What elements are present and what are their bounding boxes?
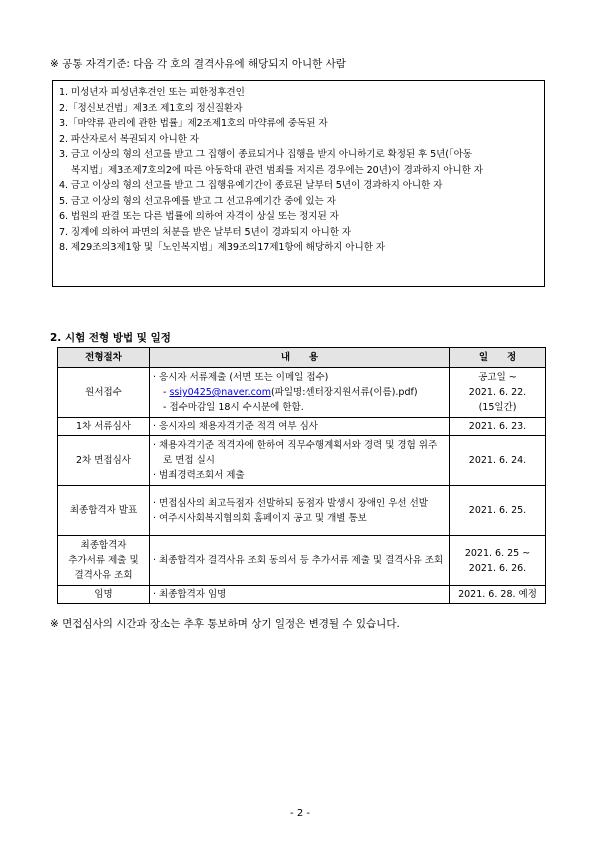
- section-title: 2. 시험 전형 방법 및 일정: [50, 332, 171, 344]
- table-row: [58, 586, 546, 604]
- date-cell: [450, 536, 546, 586]
- step-line: 추가서류 제출 및: [68, 555, 139, 566]
- content-line: [153, 385, 446, 400]
- step-cell: 2차 면접심사: [58, 436, 150, 486]
- step-cell: 최종합격자 발표: [58, 486, 150, 536]
- content-line: · 여주시사회복지협의회 홈페이지 공고 및 개별 통보: [153, 512, 367, 524]
- date-cell: 2021. 6. 24.: [450, 436, 546, 486]
- step-cell: [58, 536, 150, 586]
- qualification-item-1: 1. 미성년자 피성년후견인 또는 피한정후견인: [59, 87, 245, 98]
- interview-note: ※ 면접심사의 시간과 장소는 추후 통보하며 상기 일정은 변경될 수 있습니다.: [50, 618, 400, 630]
- content-line: · 채용자격기준 적격자에 한하여 직무수행계획서와 경력 및 경험 위주로 면접 실시: [153, 440, 438, 466]
- qualification-item-10: 8. 제29조의3제1항 및「노인복지법」제39조의17제1항에 해당하지 아니한 자: [59, 242, 385, 253]
- common-qualification-note: ※ 공통 자격기준: 다음 각 호의 결격사유에 해당되지 아니한 사람: [50, 58, 346, 70]
- content-cell: [150, 586, 450, 604]
- date-line: 공고일 ~: [478, 372, 517, 383]
- qualification-item-5: [59, 147, 544, 178]
- step-cell: 1차 서류심사: [58, 418, 150, 436]
- qualification-item-9: 7. 징계에 의하여 파면의 처분을 받은 날부터 5년이 경과되지 아니한 자: [59, 226, 351, 238]
- content-line: · 최종합격자 임명: [153, 589, 227, 600]
- table-row: [58, 368, 546, 418]
- qualification-item-5-line1: 3. 금고 이상의 형의 선고를 받고 그 집행이 종료되거나 집행을 받지 아니하기로 확정된 후 5년(「아동: [59, 149, 472, 160]
- qualification-item-7: 5. 금고 이상의 형의 선고유예를 받고 그 선고유예기간 중에 있는 자: [59, 195, 336, 207]
- email-link[interactable]: ssiy0425@naver.com: [169, 387, 271, 398]
- qualification-item-4: 2. 파산자로서 복권되지 아니한 자: [59, 133, 199, 145]
- content-cell: [150, 368, 450, 418]
- date-line: 2021. 6. 25 ~: [464, 547, 531, 559]
- qualification-item-2: 2.「정신보건법」제3조 제1호의 정신질환자: [59, 102, 243, 114]
- dash-prefix: -: [163, 387, 170, 398]
- date-cell: 2021. 6. 25.: [450, 486, 546, 536]
- header-step: 전형절차: [58, 348, 150, 368]
- content-line: · 범죄경력조회서 제출: [153, 470, 245, 481]
- step-cell: 임명: [58, 586, 150, 604]
- date-line: (15일간): [478, 402, 517, 413]
- date-line: 2021. 6. 22.: [468, 387, 527, 398]
- content-cell: [150, 536, 450, 586]
- step-cell: 원서접수: [58, 368, 150, 418]
- qualification-item-3: 3.「마약류 관리에 관한 법률」제2조제1호의 마약류에 중독된 자: [59, 118, 328, 129]
- table-row: [58, 436, 546, 486]
- content-line: · 응시자의 채용자격기준 적격 여부 심사: [153, 421, 318, 432]
- qualification-item-6: 4. 금고 이상의 형의 선고를 받고 그 집행유예기간이 종료된 날부터 5년이 경과하지 아니한 자: [59, 180, 443, 191]
- step-line: 최종합격자: [80, 540, 127, 551]
- content-cell: [150, 418, 450, 436]
- step-line: 결격사유 조회: [74, 570, 133, 581]
- content-line: · 면접심사의 최고득점자 선발하되 동점자 발생시 장애인 우선 선발: [153, 497, 428, 509]
- date-cell: [450, 368, 546, 418]
- qualification-item-8: 6. 법원의 판결 또는 다른 법률에 의하여 자격이 상실 또는 정지된 자: [59, 211, 339, 222]
- table-row: [58, 486, 546, 536]
- filename-text: (파일명:센터장지원서류(이름).pdf): [270, 387, 418, 398]
- header-content: 내 용: [150, 348, 450, 368]
- table-row: [58, 418, 546, 436]
- content-cell: [150, 436, 450, 486]
- date-line: 2021. 6. 26.: [468, 562, 527, 574]
- content-cell: [150, 486, 450, 536]
- schedule-table: [57, 347, 546, 604]
- content-line: - 접수마감일 18시 수시분에 한함.: [163, 402, 304, 413]
- date-cell: 2021. 6. 23.: [450, 418, 546, 436]
- table-row: [58, 536, 546, 586]
- qualification-item-5-line2: 복지법」제3조제7호의2에 따른 아동학대 관련 범죄를 저지른 경우에는 20년)이 경과하지 아니한 자: [71, 164, 483, 176]
- content-line: · 최종합격자 결격사유 조회 동의서 등 추가서류 제출 및 결격사유 조회: [153, 555, 444, 566]
- date-cell: 2021. 6. 28. 예정: [450, 586, 546, 604]
- header-date: 일 정: [450, 348, 546, 368]
- table-header-row: [58, 348, 546, 368]
- content-line: · 응시자 서류제출 (서면 또는 이메일 접수): [153, 372, 329, 383]
- page-number: - 2 -: [290, 808, 310, 819]
- qualification-list-box: [52, 80, 545, 287]
